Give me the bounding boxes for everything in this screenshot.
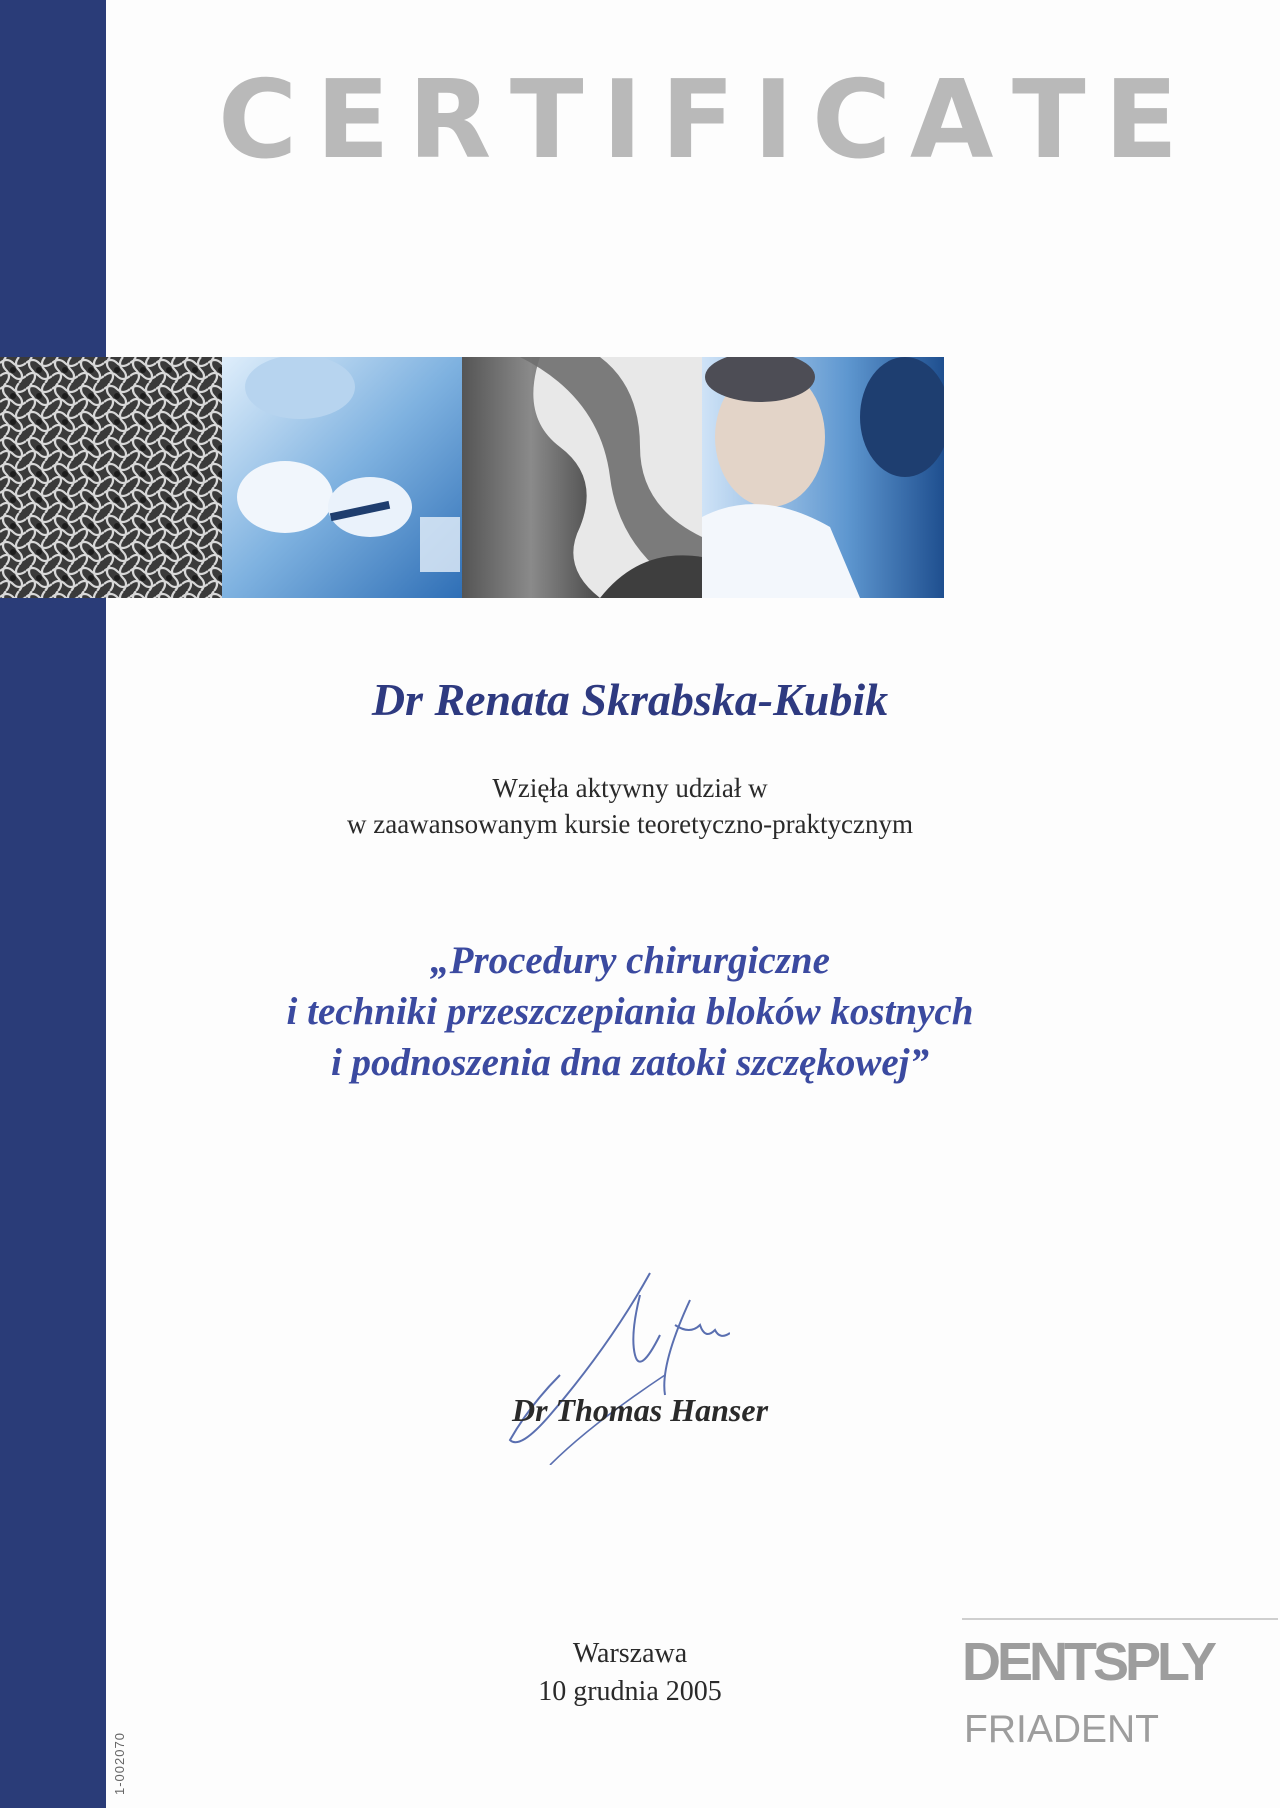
title-letter: T xyxy=(1011,58,1086,183)
title-letter: F xyxy=(660,58,735,183)
participation-line-1: Wzięła aktywny udział w xyxy=(492,773,768,803)
title-letter: I xyxy=(753,58,794,183)
participation-line-2: w zaawansowanym kursie teoretyczno-praktycznym xyxy=(346,809,914,839)
title-letter: C xyxy=(811,58,892,183)
title-letter: E xyxy=(315,58,390,183)
course-title xyxy=(160,935,1100,1088)
title-letter: E xyxy=(1104,58,1178,183)
course-title-line-2: i techniki przeszczepiania bloków kostnych xyxy=(286,990,974,1033)
place-date xyxy=(460,1635,800,1711)
issue-date: 10 grudnia 2005 xyxy=(538,1676,722,1707)
logo-subbrand: FRIADENT xyxy=(964,1708,1159,1751)
smiling-doctor-photo xyxy=(702,357,944,598)
course-title-line-1: „Procedury chirurgiczne xyxy=(430,939,830,982)
course-title-line-3: i podnoszenia dna zatoki szczękowej” xyxy=(330,1041,930,1084)
title-letter: C xyxy=(218,58,298,183)
title-letter: I xyxy=(602,58,643,183)
title-letter: T xyxy=(509,58,584,183)
side-band xyxy=(0,0,106,1808)
participation-text xyxy=(200,770,1060,842)
logo-rule xyxy=(962,1618,1278,1620)
signer-name: Dr Thomas Hanser xyxy=(511,1392,769,1428)
side-band-lower xyxy=(0,598,106,1808)
implant-thread-photo xyxy=(462,357,702,598)
side-band-upper xyxy=(0,0,106,357)
certificate-title xyxy=(218,58,1178,183)
logo-brand: DENTSPLY xyxy=(962,1632,1214,1692)
title-letter: R xyxy=(408,58,492,183)
document-code: 1-002070 xyxy=(112,1732,127,1795)
bone-texture-photo xyxy=(0,357,222,598)
place: Warszawa xyxy=(572,1638,688,1669)
recipient-name: Dr Renata Skrabska-Kubik xyxy=(371,674,889,725)
handwritten-signature xyxy=(490,1265,730,1465)
title-letter: A xyxy=(909,58,994,183)
photo-strip xyxy=(0,357,944,598)
surgeons-hands-photo xyxy=(222,357,462,598)
